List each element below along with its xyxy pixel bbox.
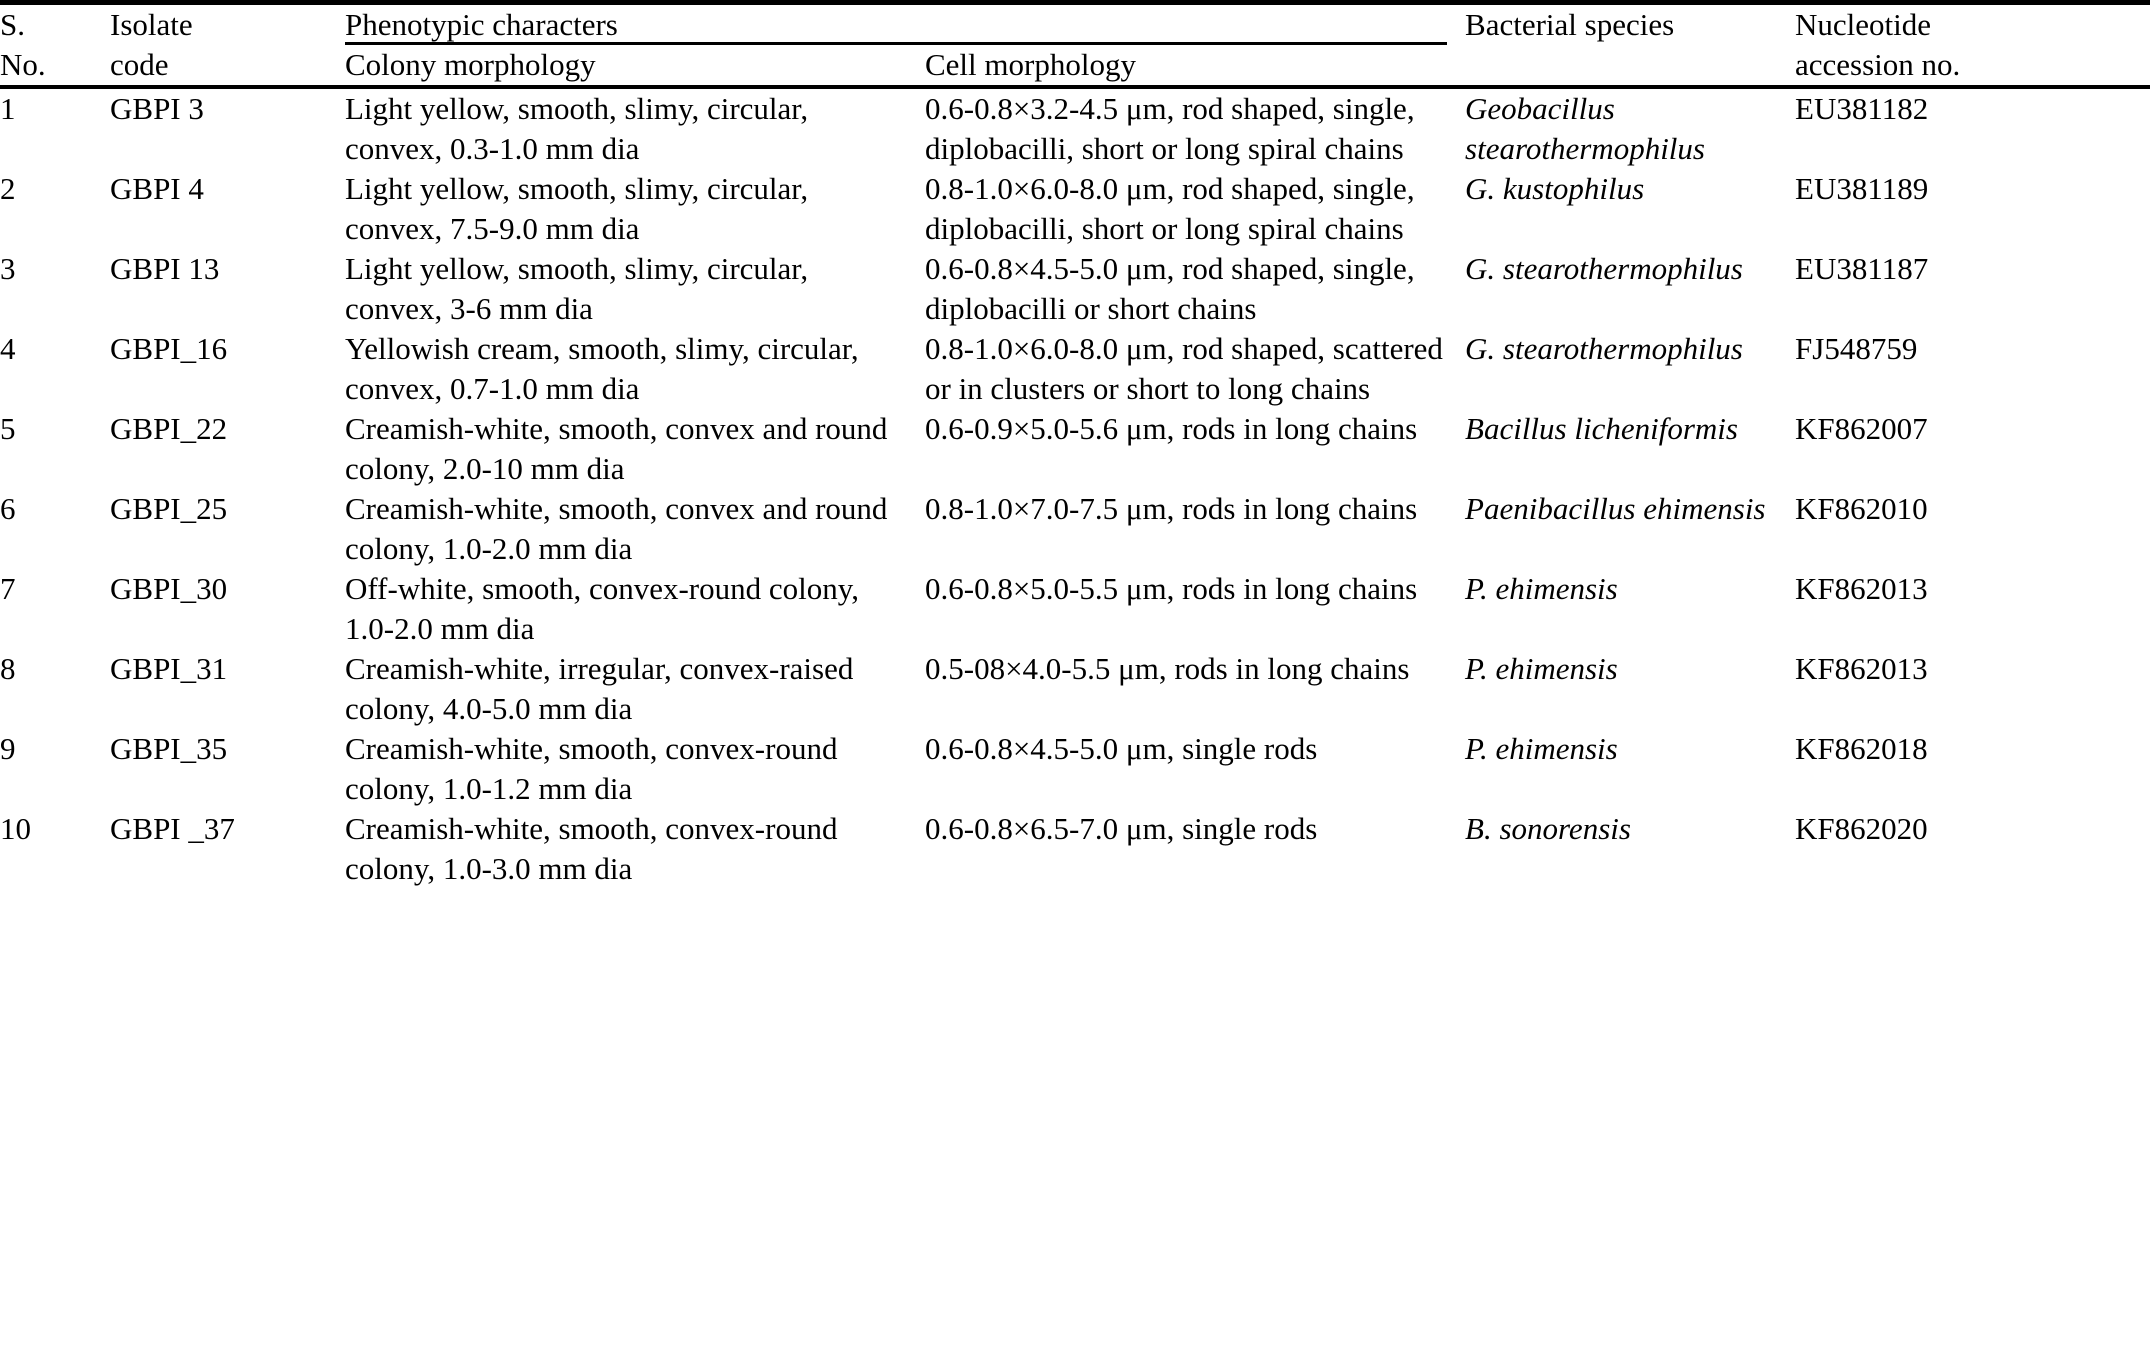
cell-colony-morphology xyxy=(345,649,925,729)
column-header-phenotypic-characters xyxy=(345,5,1465,45)
cell-isolate-code-text: GBPI 13 xyxy=(110,251,220,286)
cell-colony-morphology-text: Light yellow, smooth, slimy, circular, convex, 0.3-1.0 mm dia xyxy=(345,91,809,166)
cell-isolate-code-text: GBPI_31 xyxy=(110,651,228,686)
cell-serial-number-text: 1 xyxy=(0,91,16,126)
cell-bacterial-species-text: P. ehimensis xyxy=(1465,571,1618,606)
cell-bacterial-species xyxy=(1465,249,1795,329)
cell-cell-morphology-text: 0.6-0.8×4.5-5.0 μm, rod shaped, single, diplobacilli or short chains xyxy=(925,251,1415,326)
cell-nucleotide-accession-text: KF862010 xyxy=(1795,491,1928,526)
cell-serial-number-text: 10 xyxy=(0,811,31,846)
cell-nucleotide-accession xyxy=(1795,649,2150,729)
cell-isolate-code xyxy=(110,329,345,409)
cell-cell-morphology-text: 0.8-1.0×7.0-7.5 μm, rods in long chains xyxy=(925,491,1418,526)
cell-nucleotide-accession xyxy=(1795,729,2150,809)
cell-cell-morphology xyxy=(925,249,1465,329)
cell-serial-number xyxy=(0,569,110,649)
cell-bacterial-species xyxy=(1465,569,1795,649)
cell-serial-number xyxy=(0,169,110,249)
cell-nucleotide-accession xyxy=(1795,329,2150,409)
cell-colony-morphology xyxy=(345,809,925,889)
cell-isolate-code xyxy=(110,569,345,649)
cell-bacterial-species xyxy=(1465,87,1795,169)
column-header-nucleotide-accession xyxy=(1795,5,2150,87)
cell-colony-morphology xyxy=(345,249,925,329)
cell-colony-morphology-text: Light yellow, smooth, slimy, circular, convex, 3-6 mm dia xyxy=(345,251,809,326)
cell-colony-morphology-text: Creamish-white, smooth, convex and round colony, 1.0-2.0 mm dia xyxy=(345,491,888,566)
cell-serial-number xyxy=(0,649,110,729)
cell-serial-number-text: 9 xyxy=(0,731,16,766)
cell-colony-morphology-text: Light yellow, smooth, slimy, circular, convex, 7.5-9.0 mm dia xyxy=(345,171,809,246)
cell-colony-morphology-text: Yellowish cream, smooth, slimy, circular, convex, 0.7-1.0 mm dia xyxy=(345,331,859,406)
cell-cell-morphology-text: 0.6-0.8×5.0-5.5 μm, rods in long chains xyxy=(925,571,1418,606)
cell-serial-number xyxy=(0,409,110,489)
cell-isolate-code-text: GBPI 4 xyxy=(110,171,204,206)
cell-nucleotide-accession-text: EU381182 xyxy=(1795,91,1929,126)
cell-colony-morphology xyxy=(345,729,925,809)
cell-isolate-code xyxy=(110,729,345,809)
serial-number-label-line2: No. xyxy=(0,47,46,82)
cell-serial-number xyxy=(0,489,110,569)
table-header xyxy=(0,5,2150,87)
table-row xyxy=(0,329,2150,409)
table-row xyxy=(0,169,2150,249)
cell-nucleotide-accession-text: EU381187 xyxy=(1795,251,1929,286)
cell-colony-morphology-text: Creamish-white, smooth, convex-round colony, 1.0-3.0 mm dia xyxy=(345,811,838,886)
cell-isolate-code xyxy=(110,489,345,569)
cell-nucleotide-accession xyxy=(1795,249,2150,329)
table-row xyxy=(0,569,2150,649)
table-row xyxy=(0,809,2150,889)
cell-nucleotide-accession xyxy=(1795,169,2150,249)
nucleotide-accession-label-line1: Nucleotide xyxy=(1795,7,1932,42)
cell-serial-number-text: 8 xyxy=(0,651,16,686)
cell-bacterial-species xyxy=(1465,489,1795,569)
cell-colony-morphology-text: Creamish-white, smooth, convex and round colony, 2.0-10 mm dia xyxy=(345,411,888,486)
phenotypic-group-underline xyxy=(345,42,1447,45)
bacterial-species-label: Bacterial species xyxy=(1465,7,1675,42)
cell-colony-morphology xyxy=(345,489,925,569)
table-row xyxy=(0,249,2150,329)
phenotypic-characters-label: Phenotypic characters xyxy=(345,7,618,42)
cell-bacterial-species-text: G. stearothermophilus xyxy=(1465,331,1743,366)
cell-nucleotide-accession xyxy=(1795,809,2150,889)
cell-nucleotide-accession-text: KF862020 xyxy=(1795,811,1928,846)
cell-bacterial-species-text: Paenibacillus ehimensis xyxy=(1465,491,1766,526)
isolate-code-label-line1: Isolate xyxy=(110,7,193,42)
cell-nucleotide-accession-text: KF862013 xyxy=(1795,571,1928,606)
cell-nucleotide-accession-text: EU381189 xyxy=(1795,171,1929,206)
column-header-isolate-code xyxy=(110,5,345,87)
cell-nucleotide-accession-text: KF862013 xyxy=(1795,651,1928,686)
cell-cell-morphology-text: 0.6-0.8×6.5-7.0 μm, single rods xyxy=(925,811,1318,846)
cell-bacterial-species xyxy=(1465,169,1795,249)
cell-colony-morphology xyxy=(345,569,925,649)
cell-cell-morphology xyxy=(925,87,1465,169)
cell-bacterial-species-text: Bacillus licheniformis xyxy=(1465,411,1738,446)
cell-cell-morphology xyxy=(925,729,1465,809)
cell-cell-morphology xyxy=(925,489,1465,569)
cell-bacterial-species xyxy=(1465,729,1795,809)
cell-bacterial-species-text: Geobacillus stearothermophilus xyxy=(1465,91,1705,166)
cell-bacterial-species-text: P. ehimensis xyxy=(1465,651,1618,686)
cell-serial-number xyxy=(0,87,110,169)
cell-isolate-code-text: GBPI_30 xyxy=(110,571,228,606)
cell-nucleotide-accession xyxy=(1795,409,2150,489)
cell-cell-morphology xyxy=(925,569,1465,649)
cell-cell-morphology-text: 0.6-0.8×3.2-4.5 μm, rod shaped, single, diplobacilli, short or long spiral chains xyxy=(925,91,1415,166)
cell-isolate-code xyxy=(110,409,345,489)
cell-bacterial-species xyxy=(1465,649,1795,729)
cell-bacterial-species xyxy=(1465,329,1795,409)
cell-colony-morphology-text: Creamish-white, smooth, convex-round colony, 1.0-1.2 mm dia xyxy=(345,731,838,806)
cell-bacterial-species-text: G. stearothermophilus xyxy=(1465,251,1743,286)
cell-morphology-label: Cell morphology xyxy=(925,47,1136,82)
cell-isolate-code-text: GBPI 3 xyxy=(110,91,204,126)
cell-cell-morphology-text: 0.8-1.0×6.0-8.0 μm, rod shaped, scattered or in clusters or short to long chains xyxy=(925,331,1443,406)
cell-bacterial-species-text: P. ehimensis xyxy=(1465,731,1618,766)
cell-colony-morphology-text: Creamish-white, irregular, convex-raised colony, 4.0-5.0 mm dia xyxy=(345,651,854,726)
cell-serial-number-text: 4 xyxy=(0,331,16,366)
cell-serial-number-text: 3 xyxy=(0,251,16,286)
cell-colony-morphology xyxy=(345,169,925,249)
cell-nucleotide-accession xyxy=(1795,489,2150,569)
cell-isolate-code xyxy=(110,249,345,329)
cell-isolate-code-text: GBPI_22 xyxy=(110,411,228,446)
colony-morphology-label: Colony morphology xyxy=(345,47,596,82)
column-header-bacterial-species xyxy=(1465,5,1795,87)
table-row xyxy=(0,87,2150,169)
cell-cell-morphology-text: 0.6-0.9×5.0-5.6 μm, rods in long chains xyxy=(925,411,1418,446)
cell-cell-morphology xyxy=(925,649,1465,729)
table-row xyxy=(0,489,2150,569)
cell-isolate-code xyxy=(110,169,345,249)
cell-isolate-code xyxy=(110,809,345,889)
cell-isolate-code-text: GBPI_25 xyxy=(110,491,228,526)
column-header-colony-morphology xyxy=(345,45,925,87)
cell-isolate-code xyxy=(110,649,345,729)
cell-nucleotide-accession xyxy=(1795,569,2150,649)
cell-isolate-code xyxy=(110,87,345,169)
cell-cell-morphology-text: 0.8-1.0×6.0-8.0 μm, rod shaped, single, diplobacilli, short or long spiral chains xyxy=(925,171,1415,246)
phenotypic-characters-table xyxy=(0,5,2150,889)
isolate-code-label-line2: code xyxy=(110,47,169,82)
cell-serial-number xyxy=(0,249,110,329)
cell-bacterial-species-text: G. kustophilus xyxy=(1465,171,1645,206)
cell-isolate-code-text: GBPI_35 xyxy=(110,731,228,766)
cell-cell-morphology-text: 0.5-08×4.0-5.5 μm, rods in long chains xyxy=(925,651,1410,686)
cell-nucleotide-accession-text: FJ548759 xyxy=(1795,331,1918,366)
cell-colony-morphology xyxy=(345,409,925,489)
header-row-primary xyxy=(0,5,2150,45)
cell-serial-number-text: 5 xyxy=(0,411,16,446)
cell-cell-morphology-text: 0.6-0.8×4.5-5.0 μm, single rods xyxy=(925,731,1318,766)
cell-nucleotide-accession xyxy=(1795,87,2150,169)
cell-cell-morphology xyxy=(925,409,1465,489)
cell-cell-morphology xyxy=(925,809,1465,889)
serial-number-label-line1: S. xyxy=(0,7,25,42)
cell-nucleotide-accession-text: KF862007 xyxy=(1795,411,1928,446)
cell-serial-number-text: 6 xyxy=(0,491,16,526)
cell-colony-morphology xyxy=(345,329,925,409)
cell-serial-number-text: 7 xyxy=(0,571,16,606)
cell-bacterial-species-text: B. sonorensis xyxy=(1465,811,1631,846)
cell-isolate-code-text: GBPI_16 xyxy=(110,331,228,366)
table-row xyxy=(0,649,2150,729)
nucleotide-accession-label-line2: accession no. xyxy=(1795,47,1961,82)
cell-serial-number xyxy=(0,329,110,409)
column-header-cell-morphology xyxy=(925,45,1465,87)
table-body xyxy=(0,87,2150,889)
cell-nucleotide-accession-text: KF862018 xyxy=(1795,731,1928,766)
table-row xyxy=(0,409,2150,489)
cell-isolate-code-text: GBPI _37 xyxy=(110,811,235,846)
cell-bacterial-species xyxy=(1465,409,1795,489)
cell-colony-morphology xyxy=(345,87,925,169)
cell-serial-number xyxy=(0,729,110,809)
cell-serial-number-text: 2 xyxy=(0,171,16,206)
table-row xyxy=(0,729,2150,809)
cell-colony-morphology-text: Off-white, smooth, convex-round colony, 1.0-2.0 mm dia xyxy=(345,571,859,646)
cell-serial-number xyxy=(0,809,110,889)
cell-bacterial-species xyxy=(1465,809,1795,889)
cell-cell-morphology xyxy=(925,329,1465,409)
column-header-serial-number xyxy=(0,5,110,87)
cell-cell-morphology xyxy=(925,169,1465,249)
